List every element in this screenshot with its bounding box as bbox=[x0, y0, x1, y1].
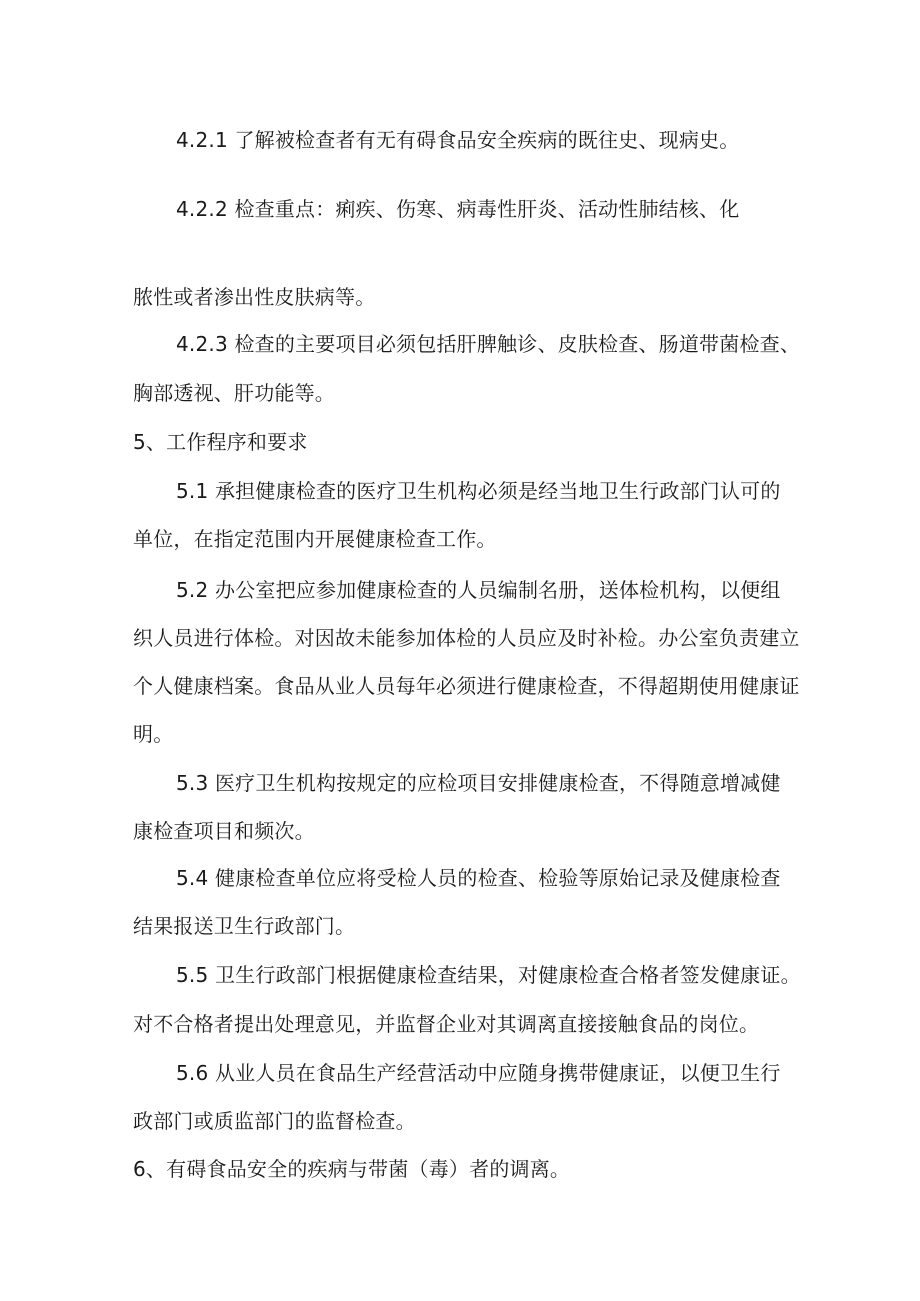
clause-5-2-cont-3: 明。 bbox=[133, 722, 174, 746]
section-6-heading: 6、有碍食品安全的疾病与带菌（毒）者的调离。 bbox=[133, 1157, 571, 1181]
clause-5-2-cont-2: 个人健康档案。食品从业人员每年必须进行健康检查，不得超期使用健康证 bbox=[133, 674, 800, 698]
clause-5-6-cont: 政部门或质监部门的监督检查。 bbox=[133, 1109, 416, 1133]
clause-5-4-cont: 结果报送卫生行政部门。 bbox=[133, 914, 356, 938]
clause-4-2-3-cont: 胸部透视、肝功能等。 bbox=[133, 381, 335, 405]
section-5-heading: 5、工作程序和要求 bbox=[133, 430, 308, 454]
clause-5-2: 5.2 办公室把应参加健康检查的人员编制名册，送体检机构，以便组 bbox=[176, 578, 781, 602]
clause-5-5-cont: 对不合格者提出处理意见，并监督企业对其调离直接接触食品的岗位。 bbox=[133, 1012, 760, 1036]
clause-5-5: 5.5 卫生行政部门根据健康检查结果，对健康检查合格者签发健康证。 bbox=[176, 963, 801, 987]
clause-5-6: 5.6 从业人员在食品生产经营活动中应随身携带健康证，以便卫生行 bbox=[176, 1061, 781, 1085]
clause-5-3: 5.3 医疗卫生机构按规定的应检项目安排健康检查，不得随意增减健 bbox=[176, 771, 781, 795]
clause-5-2-cont-1: 织人员进行体检。对因故未能参加体检的人员应及时补检。办公室负责建立 bbox=[133, 626, 800, 650]
clause-5-1-cont: 单位，在指定范围内开展健康检查工作。 bbox=[133, 527, 497, 551]
clause-5-4: 5.4 健康检查单位应将受检人员的检查、检验等原始记录及健康检查 bbox=[176, 866, 781, 890]
clause-4-2-2-cont: 脓性或者渗出性皮肤病等。 bbox=[133, 285, 376, 309]
clause-4-2-3: 4.2.3 检查的主要项目必须包括肝脾触诊、皮肤检查、肠道带菌检查、 bbox=[176, 332, 801, 356]
clause-5-1: 5.1 承担健康检查的医疗卫生机构必须是经当地卫生行政部门认可的 bbox=[176, 479, 781, 503]
clause-5-3-cont: 康检查项目和频次。 bbox=[133, 819, 315, 843]
clause-4-2-2: 4.2.2 检查重点：痢疾、伤寒、病毒性肝炎、活动性肺结核、化 bbox=[176, 197, 740, 221]
clause-4-2-1: 4.2.1 了解被检查者有无有碍食品安全疾病的既往史、现病史。 bbox=[176, 128, 740, 152]
